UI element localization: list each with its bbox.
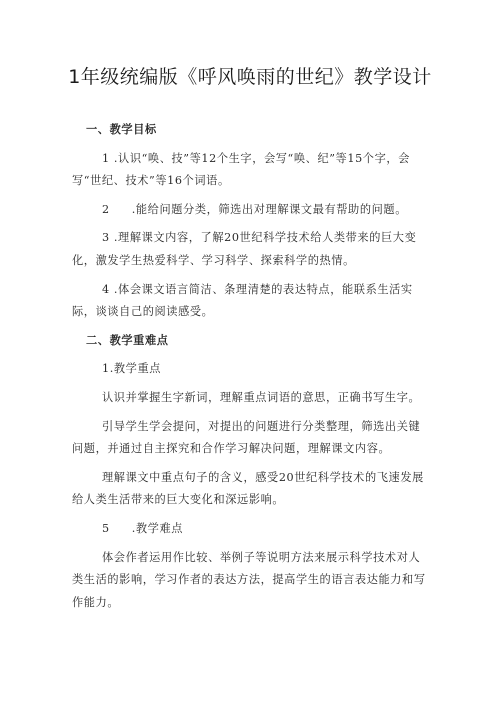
- goal-item-number: 4: [102, 282, 110, 296]
- key-point-paragraph: 认识并掌握生字新词，理解重点词语的意思，正确书写生字。: [102, 390, 421, 404]
- goal-item-4: [72, 279, 432, 324]
- subheading-label: .教学难点: [131, 521, 184, 535]
- goal-item-3: [72, 227, 432, 272]
- goal-item-text: .能给问题分类，筛选出对理解课文最有帮助的问题。: [131, 202, 407, 216]
- section-heading-key-points: 二、教学重难点: [86, 333, 169, 347]
- key-point-paragraph: 引导学生学会提问，对提出的问题进行分类整理，筛选出关键问题，并通过自主探究和合作学习解决问题，理解课文内容。: [72, 419, 421, 456]
- document-title: 1年级统编版《呼风唤雨的世纪》教学设计: [68, 66, 432, 88]
- goal-item-text: .理解课文内容，了解20世纪科学技术给人类带来的巨大变化，激发学生热爱科学、学习科学、探索科学的热情。: [72, 231, 417, 267]
- goal-item-number: 3: [102, 231, 110, 245]
- subheading-number: 5: [102, 521, 110, 535]
- difficulty-paragraph: 体会作者运用作比较、举例子等说明方法来展示科学技术对人类生活的影响，学习作者的表达方法，提高学生的语言表达能力和写作能力。: [72, 550, 426, 609]
- subheading-difficulties: [102, 518, 432, 541]
- goal-item-text: .体会课文语言简洁、条理清楚的表达特点，能联系生活实际，谈谈自己的阅读感受。: [72, 282, 413, 319]
- key-point-paragraph: 理解课文中重点句子的含义，感受20世纪科学技术的飞速发展给人类生活带来的巨大变化和深远影响。: [72, 470, 424, 507]
- document-body: [72, 119, 432, 620]
- section-heading-goals: 一、教学目标: [86, 123, 157, 136]
- goal-item-number: 2: [102, 202, 110, 216]
- goal-item-1: [72, 148, 432, 193]
- goal-item-text: .认识“唤、技”等12个生字，会写“唤、纪”等15个字，会写“世纪、技术”等16个词语。: [72, 151, 410, 188]
- goal-item-number: 1: [102, 151, 110, 165]
- goal-item-2: [72, 199, 432, 222]
- subheading-key-points: 1.教学重点: [102, 362, 162, 376]
